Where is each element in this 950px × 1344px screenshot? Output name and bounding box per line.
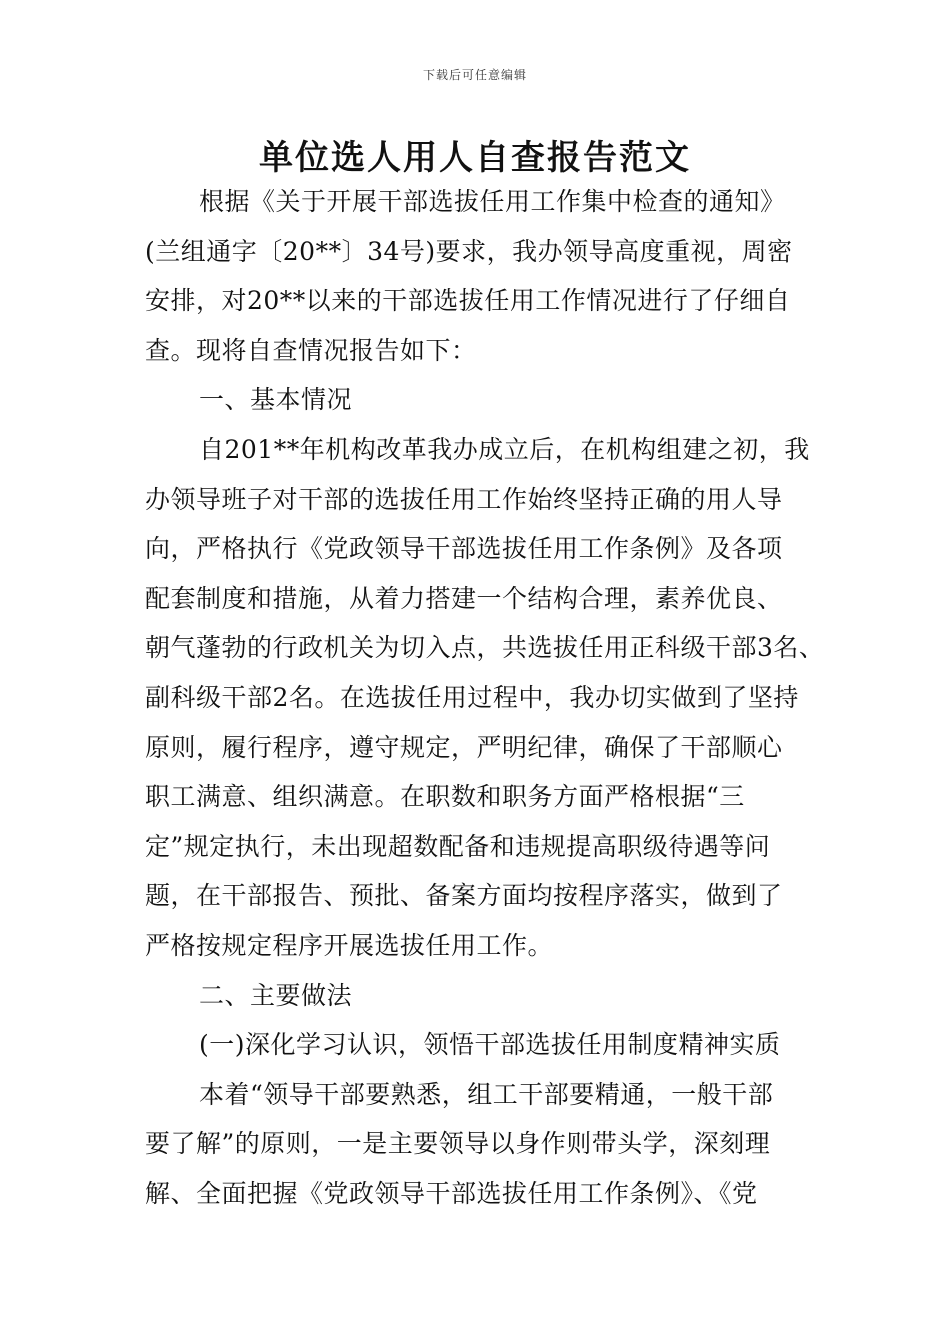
text-line: 副科级干部2名。在选拔任用过程中，我办切实做到了坚持	[145, 682, 799, 712]
text-line: (兰组通字〔20**〕34号)要求，我办领导高度重视，周密	[145, 236, 793, 266]
document-title: 单位选人用人自查报告范文	[259, 138, 691, 178]
text-line: 题，在干部报告、预批、备案方面均按程序落实，做到了	[145, 881, 783, 911]
text-line: 根据《关于开展干部选拔任用工作集中检查的通知》	[199, 187, 786, 216]
text-line: 自201**年机构改革我办成立后，在机构组建之初，我	[199, 434, 810, 464]
text-line: 严格按规定程序开展选拔任用工作。	[145, 930, 554, 960]
text-line: 解、全面把握《党政领导干部选拔任用工作条例》、《党	[145, 1178, 758, 1208]
text-line: 配套制度和措施，从着力搭建一个结构合理，素养优良、	[145, 583, 783, 613]
text-line: 办领导班子对干部的选拔任用工作始终坚持正确的用人导	[145, 484, 783, 514]
text-line: 要了解”的原则，一是主要领导以身作则带头学，深刻理	[145, 1129, 771, 1159]
text-line: 本着“领导干部要熟悉，组工干部要精通，一般干部	[199, 1079, 774, 1109]
text-line: 职工满意、组织满意。在职数和职务方面严格根据“三	[145, 782, 745, 812]
text-line: 二、主要做法	[199, 980, 353, 1010]
header-note: 下载后可任意编辑	[422, 68, 527, 82]
text-line: 一、基本情况	[199, 385, 353, 415]
text-line: 查。现将自查情况报告如下：	[145, 335, 477, 365]
text-line: 原则，履行程序，遵守规定，严明纪律，确保了干部顺心	[145, 732, 783, 762]
text-line: 安排，对20**以来的干部选拔任用工作情况进行了仔细自	[145, 286, 791, 316]
text-line: 定”规定执行，未出现超数配备和违规提高职级待遇等问	[145, 831, 771, 861]
text-line: 向，严格执行《党政领导干部选拔任用工作条例》及各项	[145, 534, 783, 564]
text-line: (一)深化学习认识，领悟干部选拔任用制度精神实质	[199, 1030, 781, 1060]
text-line: 朝气蓬勃的行政机关为切入点，共选拔任用正科级干部3名、	[145, 633, 825, 663]
document-body	[145, 177, 825, 1218]
